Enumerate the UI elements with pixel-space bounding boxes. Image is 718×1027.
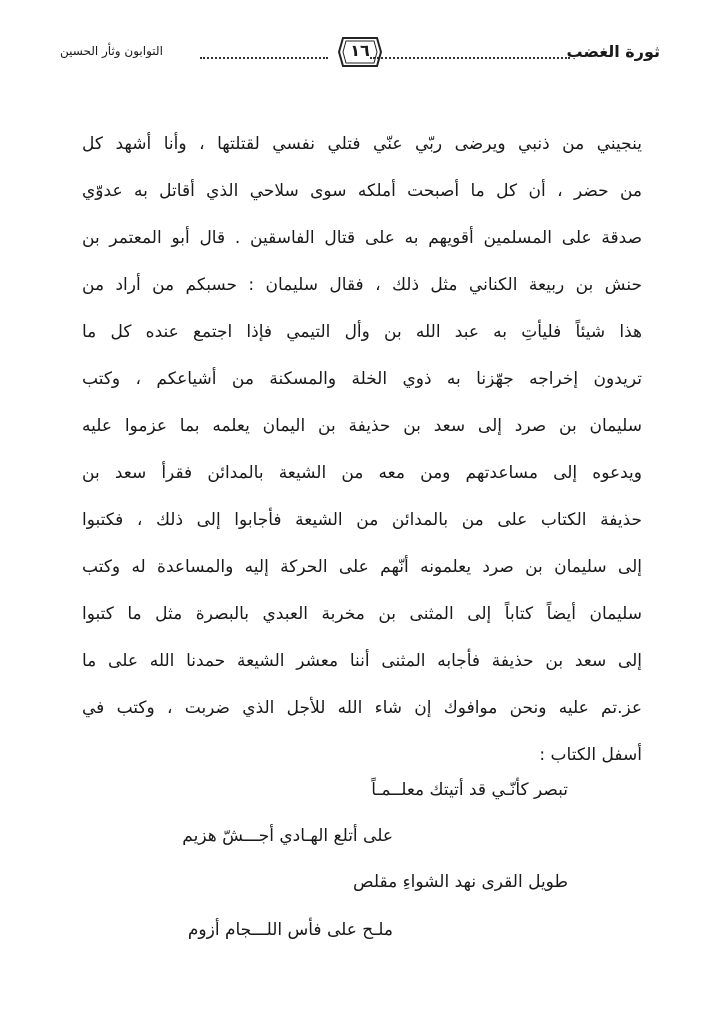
text-line: سليمان بن صرد إلى سعد بن حذيفة بن اليمان يعلمه بما عزموا عليه bbox=[82, 416, 642, 436]
page-header bbox=[60, 32, 660, 72]
text-line: ينجيني من ذنبي ويرضى ربّي عنّي فتلي نفسي لقتلتها ، وأنا أشهد كل bbox=[82, 134, 642, 154]
book-title: ثورة الغضب bbox=[566, 42, 660, 61]
header-dotted-rule-left bbox=[200, 57, 328, 59]
chapter-title: التوابون وثأر الحسين bbox=[60, 44, 163, 58]
header-dotted-rule-right bbox=[370, 57, 570, 59]
body-paragraph bbox=[82, 124, 642, 782]
poem-verse-line: طويل القرى نهد الشواءِ مقلص bbox=[353, 872, 568, 892]
page-number-badge bbox=[337, 34, 383, 70]
text-line: إلى سعد بن حذيفة فأجابه المثنى أننا معشر الشيعة حمدنا الله على ما bbox=[82, 651, 642, 671]
text-line: تريدون إخراجه جهّزنا به ذوي الخلة والمسكنة من أشياعكم ، وكتب bbox=[82, 369, 642, 389]
text-line: سليمان أيضاً كتاباً إلى المثنى بن مخربة العبدي بالبصرة مثل ما كتبوا bbox=[82, 604, 642, 624]
poem-verse-line: تبصر كأنّـي قد أتيتك معلــمـاً bbox=[371, 780, 568, 800]
text-line: حنش بن ربيعة الكناني مثل ذلك ، فقال سليمان : حسبكم من أراد من bbox=[82, 275, 642, 295]
text-line: أسفل الكتاب : bbox=[539, 745, 642, 765]
text-line: صدقة على المسلمين أقويهم به على قتال الفاسقين . قال أبو المعتمر بن bbox=[82, 228, 642, 248]
text-line: هذا شيئاً فليأتِ به عبد الله بن وأل التيمي فإذا اجتمع عنده كل ما bbox=[82, 322, 642, 342]
text-line: حذيفة الكتاب على من بالمدائن من الشيعة فأجابوا إلى ذلك ، فكتبوا bbox=[82, 510, 642, 530]
text-line: ويدعوه إلى مساعدتهم ومن معه من الشيعة بالمدائن فقرأ سعد بن bbox=[82, 463, 642, 483]
poem-verse-line: ملـح على فأس اللـــجام أزوم bbox=[187, 920, 393, 940]
poem-verse-line: على أتلع الهـادي أجـــشّ هزيم bbox=[182, 826, 393, 846]
text-line: عز.تم عليه ونحن موافوك إن شاء الله للأجل الذي ضربت ، وكتب في bbox=[82, 698, 642, 718]
text-line: من حضر ، أن كل ما أصبحت أملكه سوى سلاحي الذي أقاتل به عدوّي bbox=[82, 181, 642, 201]
text-line: إلى سليمان بن صرد يعلمونه أنّهم على الحركة إليه والمساعدة له وكتب bbox=[82, 557, 642, 577]
page-number: ١٦ bbox=[350, 41, 370, 60]
